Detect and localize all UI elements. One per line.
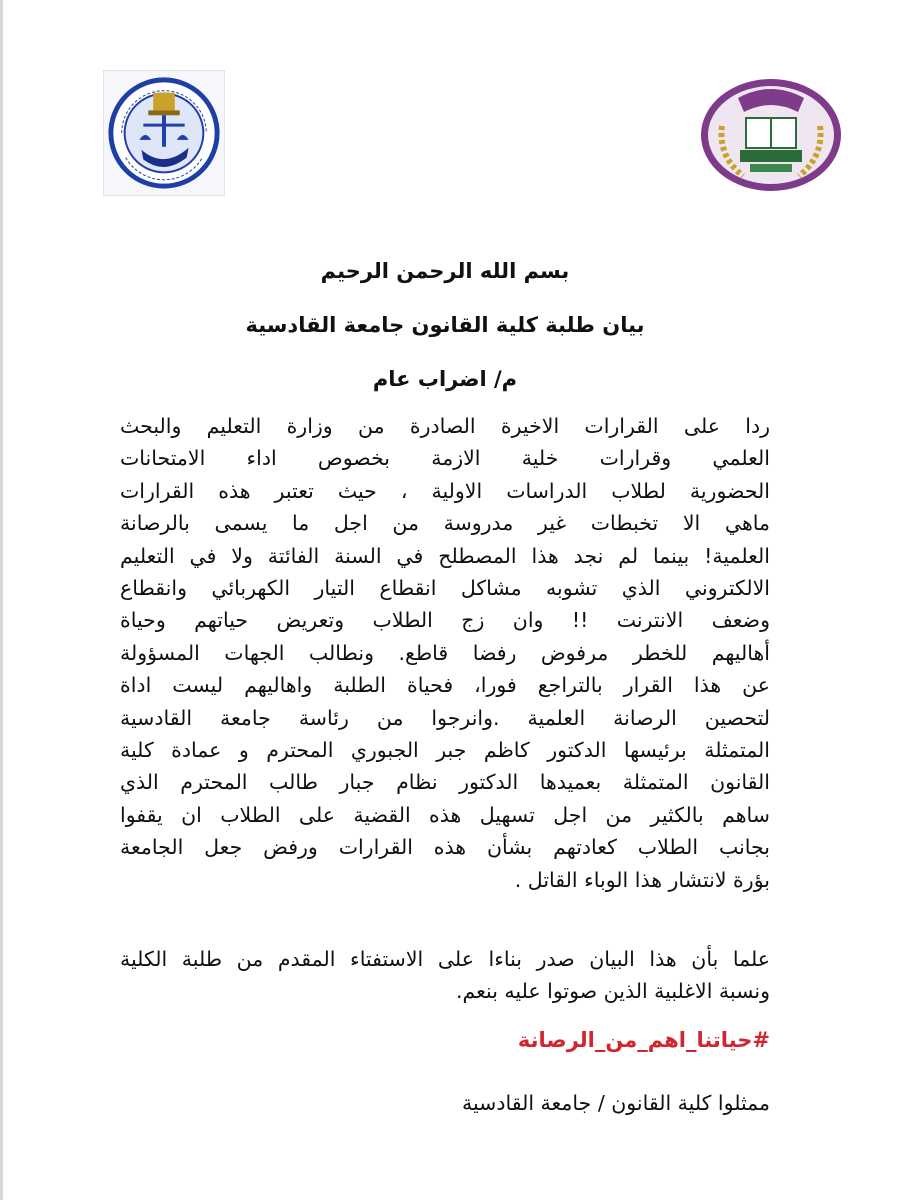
body-line: الحضورية لطلاب الدراسات الاولية ، حيث تعتبر هذه القرارات	[120, 478, 770, 503]
body-line: عن هذا القرار بالتراجع فورا، فحياة الطلبة واهاليهم ليست اداة	[120, 673, 770, 698]
statement-subject: م/ اضراب عام	[372, 367, 518, 391]
body-line: وضعف الانترنت !! وان زج الطلاب وتعريض حياتهم وحياة	[120, 608, 770, 633]
note-line: ونسبة الاغلبية الذين صوتوا عليه بنعم.	[455, 979, 770, 1003]
note-line: علما بأن هذا البيان صدر بناءا على الاستفتاء المقدم من طلبة الكلية	[120, 947, 770, 971]
college-of-law-logo	[103, 70, 225, 196]
referendum-note	[120, 943, 770, 1007]
body-line: ماهي الا تخبطات غير مدروسة من اجل ما يسمى بالرصانة	[120, 511, 770, 536]
body-line: أهاليهم للخطر مرفوض رفضا قاطع. ونطالب الجهات المسؤولة	[120, 640, 770, 665]
hashtag: #حياتنا_اهم_من_الرصانة	[517, 1028, 770, 1052]
college-of-law-emblem-icon	[104, 71, 224, 195]
body-line: بجانب الطلاب كعادتهم بشأن هذه القرارات ورفض جعل الجامعة	[120, 835, 770, 860]
body-line: المتمثلة برئيسها الدكتور كاظم جبر الجبوري المحترم و عمادة كلية	[120, 738, 770, 763]
body-line: لتحصين الرصانة العلمية .وانرجوا من رئاسة جامعة القادسية	[120, 705, 770, 730]
university-of-qadisiyah-logo	[698, 76, 844, 194]
body-line: ساهم بالكثير من اجل تسهيل هذه القضية على الطلاب ان يقفوا	[120, 802, 770, 827]
university-emblem-icon	[698, 76, 844, 194]
body-line: الالكتروني الذي تشوبه مشاكل انقطاع التيار الكهربائي وانقطاع	[120, 576, 770, 601]
statement-body	[120, 410, 770, 896]
body-line: العلمي وقرارات خلية الازمة بخصوص اداء الامتحانات	[120, 446, 770, 471]
page-edge	[0, 0, 3, 1200]
body-line: بؤرة لانتشار هذا الوباء القاتل .	[514, 867, 770, 892]
signature: ممثلوا كلية القانون / جامعة القادسية	[461, 1091, 770, 1115]
body-line: القانون المتمثلة بعميدها الدكتور نظام جبار طالب المحترم الذي	[120, 770, 770, 795]
body-line: العلمية! بينما لم نجد هذا المصطلح في السنة الفائتة ولا في التعليم	[120, 543, 770, 568]
basmala-heading: بسم الله الرحمن الرحيم	[320, 259, 570, 283]
statement-document	[120, 245, 770, 1115]
body-line: ردا على القرارات الاخيرة الصادرة من وزارة التعليم والبحث	[120, 414, 770, 438]
statement-title: بيان طلبة كلية القانون جامعة القادسية	[245, 313, 645, 337]
